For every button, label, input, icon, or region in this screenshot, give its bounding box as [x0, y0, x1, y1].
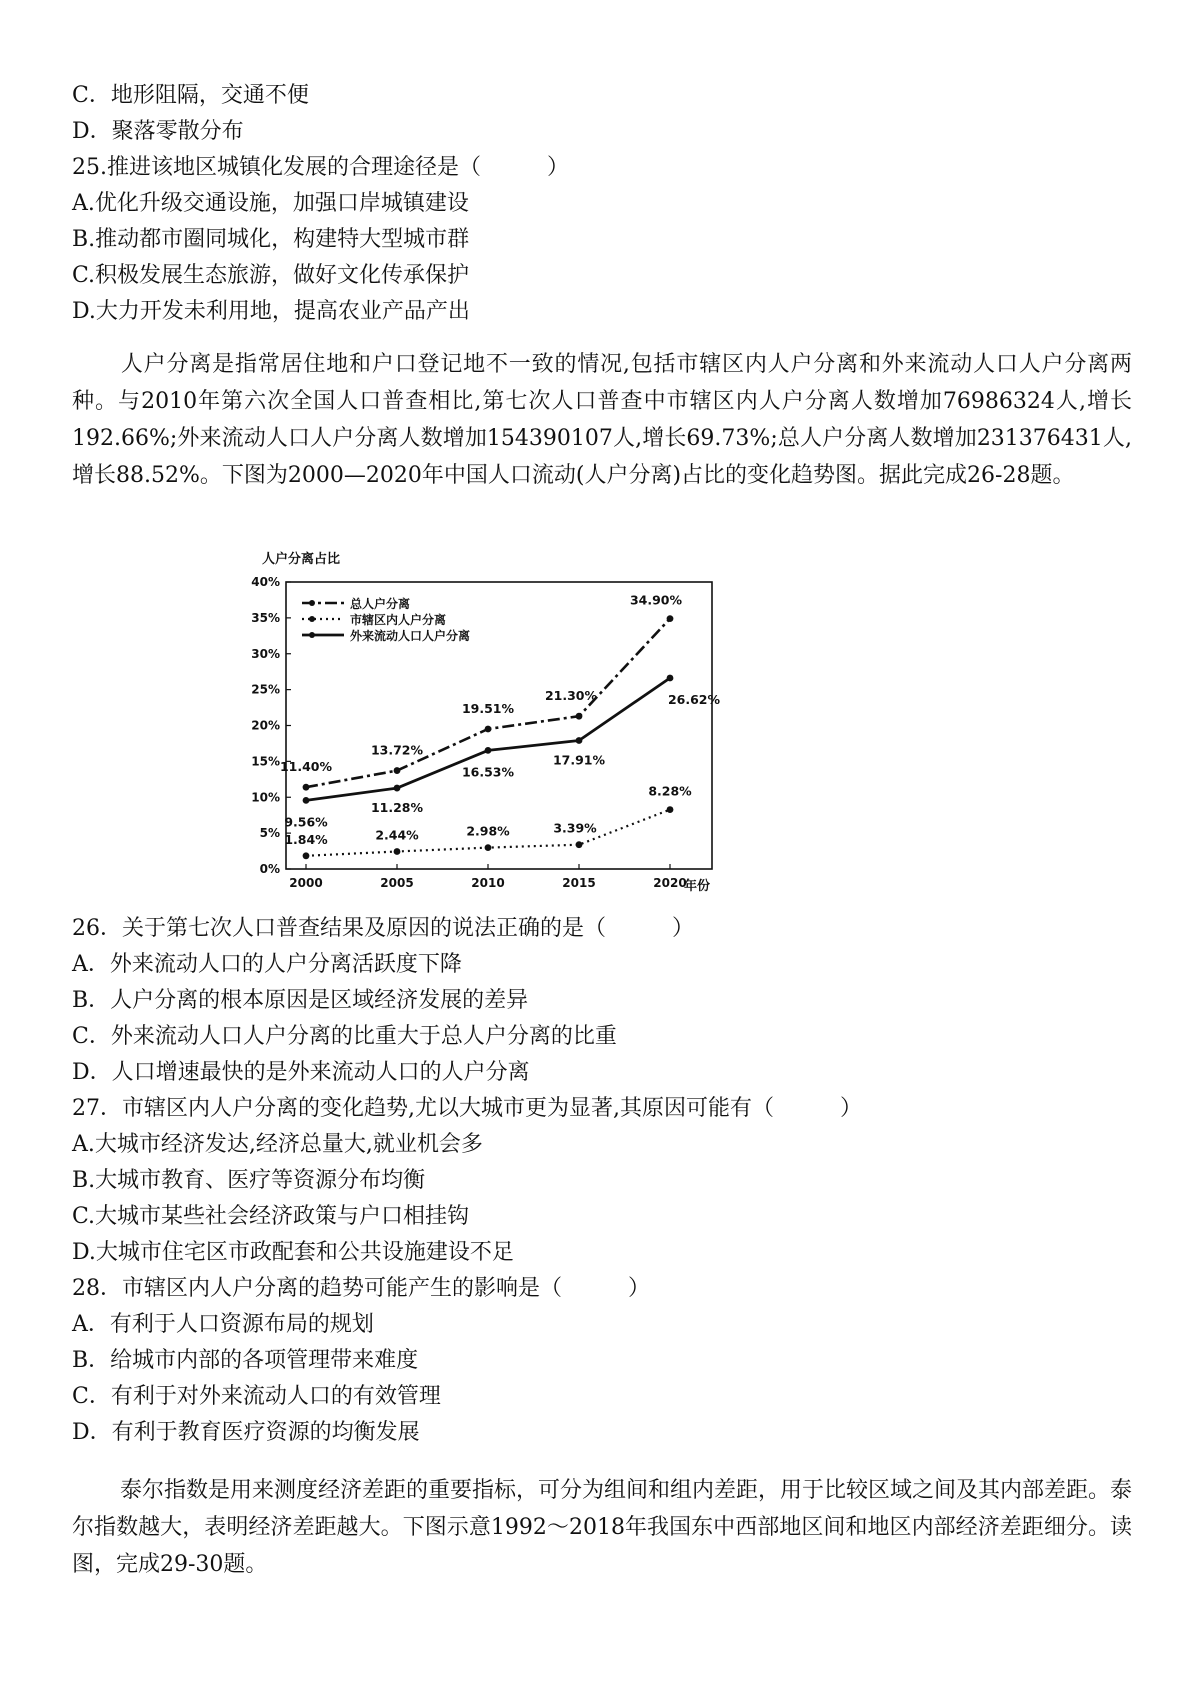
data-label: 13.72% — [370, 742, 424, 758]
q25-option-c: C.积极发展生态旅游，做好文化传承保护 — [72, 263, 470, 288]
q27-option-b: B.大城市教育、医疗等资源分布均衡 — [72, 1168, 426, 1193]
y-tick-label: 0% — [259, 862, 280, 876]
q26-option-d: D．人口增速最快的是外来流动人口的人户分离 — [72, 1060, 530, 1085]
data-label: 1.84% — [284, 831, 328, 847]
q26-option-a: A．外来流动人口的人户分离活跃度下降 — [72, 952, 462, 977]
y-tick-label: 40% — [251, 575, 280, 589]
data-point — [576, 713, 583, 720]
x-tick-label: 2005 — [380, 876, 414, 890]
data-label: 16.53% — [461, 764, 515, 780]
q25-option-d: D.大力开发未利用地，提高农业产品产出 — [72, 299, 470, 324]
x-tick-label: 2010 — [471, 876, 505, 890]
passage-theil-index — [72, 1472, 1132, 1583]
data-point — [667, 675, 674, 682]
x-tick-label: 2020 — [653, 876, 687, 890]
q27-stem: 27．市辖区内人户分离的变化趋势,尤以大城市更为显著,其原因可能有（ ） — [72, 1096, 862, 1121]
data-point — [303, 852, 310, 859]
q26-option-b: B．人户分离的根本原因是区域经济发展的差异 — [72, 988, 529, 1013]
population-separation-chart — [240, 548, 760, 908]
legend-label: 总人户分离 — [350, 597, 411, 611]
q27-option-d: D.大城市住宅区市政配套和公共设施建设不足 — [72, 1240, 514, 1265]
q25-stem: 25.推进该地区城镇化发展的合理途径是（ ） — [72, 155, 569, 180]
data-label: 9.56% — [284, 814, 328, 830]
q28-option-d: D．有利于教育医疗资源的均衡发展 — [72, 1420, 420, 1445]
q26-option-c: C．外来流动人口人户分离的比重大于总人户分离的比重 — [72, 1024, 617, 1049]
data-label: 21.30% — [544, 688, 598, 704]
data-label: 2.98% — [466, 823, 510, 839]
data-label: 11.40% — [279, 759, 333, 775]
x-tick-label: 2015 — [562, 876, 596, 890]
data-point — [576, 841, 583, 848]
data-label: 19.51% — [461, 701, 515, 717]
data-point — [394, 767, 401, 774]
data-point — [485, 726, 492, 733]
legend-marker — [309, 600, 315, 606]
data-point — [485, 747, 492, 754]
q25-option-a: A.优化升级交通设施，加强口岸城镇建设 — [72, 191, 469, 216]
data-point — [667, 806, 674, 813]
data-point — [667, 615, 674, 622]
data-point — [394, 785, 401, 792]
q28-option-b: B．给城市内部的各项管理带来难度 — [72, 1348, 419, 1373]
y-tick-label: 25% — [251, 682, 280, 697]
passage-1-text: 人户分离是指常居住地和户口登记地不一致的情况,包括市辖区内人户分离和外来流动人口人户分离两种。与2010年第六次全国人口普查相比,第七次人口普查中市辖区内人户分离人数增加76986324人,增长192.66%;外来流动人口人户分离人数增加154390107人,增长69.73%;总人户分离人数增加231376431人,增长88.52%。下图为2000—2020年中国人口流动(人户分离)占比的变化趋势图。据此完成26-28题。 — [72, 352, 1132, 488]
q24-option-d: D．聚落零散分布 — [72, 119, 244, 144]
legend-marker — [309, 632, 315, 638]
q27-option-a: A.大城市经济发达,经济总量大,就业机会多 — [72, 1132, 483, 1157]
data-label: 17.91% — [552, 752, 606, 768]
data-point — [576, 737, 583, 744]
x-axis-label: 年份 — [684, 879, 711, 894]
data-label: 2.44% — [375, 827, 419, 843]
data-point — [394, 848, 401, 855]
q25-option-b: B.推动都市圈同城化，构建特大型城市群 — [72, 227, 470, 252]
data-point — [303, 797, 310, 804]
q24-option-c: C．地形阻隔，交通不便 — [72, 83, 309, 108]
y-tick-label: 10% — [251, 790, 280, 805]
data-point — [303, 784, 310, 791]
q27-option-c: C.大城市某些社会经济政策与户口相挂钩 — [72, 1204, 470, 1229]
data-label: 26.62% — [667, 692, 721, 708]
data-label: 8.28% — [648, 783, 692, 799]
y-tick-label: 15% — [251, 754, 280, 769]
y-tick-label: 20% — [251, 718, 280, 733]
q26-stem: 26．关于第七次人口普查结果及原因的说法正确的是（ ） — [72, 916, 694, 941]
data-label: 11.28% — [370, 800, 424, 816]
y-tick-label: 30% — [251, 646, 280, 661]
y-tick-label: 5% — [259, 826, 280, 841]
q28-option-c: C．有利于对外来流动人口的有效管理 — [72, 1384, 441, 1409]
series-line — [306, 678, 670, 800]
data-point — [485, 844, 492, 851]
data-label: 3.39% — [553, 820, 597, 836]
q28-stem: 28．市辖区内人户分离的趋势可能产生的影响是（ ） — [72, 1276, 650, 1301]
q28-option-a: A．有利于人口资源布局的规划 — [72, 1312, 374, 1337]
x-tick-label: 2000 — [289, 876, 323, 890]
data-label: 34.90% — [629, 592, 683, 608]
legend-marker — [309, 616, 315, 622]
passage-household-separation — [72, 346, 1132, 494]
legend — [302, 596, 470, 643]
passage-2-text: 泰尔指数是用来测度经济差距的重要指标，可分为组间和组内差距，用于比较区域之间及其内部差距。泰尔指数越大，表明经济差距越大。下图示意1992～2018年我国东中西部地区间和地区内部经济差距细分。读图，完成29-30题。 — [72, 1478, 1133, 1577]
y-tick-label: 35% — [251, 610, 280, 625]
y-axis-label: 人户分离占比 — [262, 552, 341, 567]
legend-label: 市辖区内人户分离 — [350, 613, 447, 627]
legend-label: 外来流动人口人户分离 — [350, 629, 471, 643]
